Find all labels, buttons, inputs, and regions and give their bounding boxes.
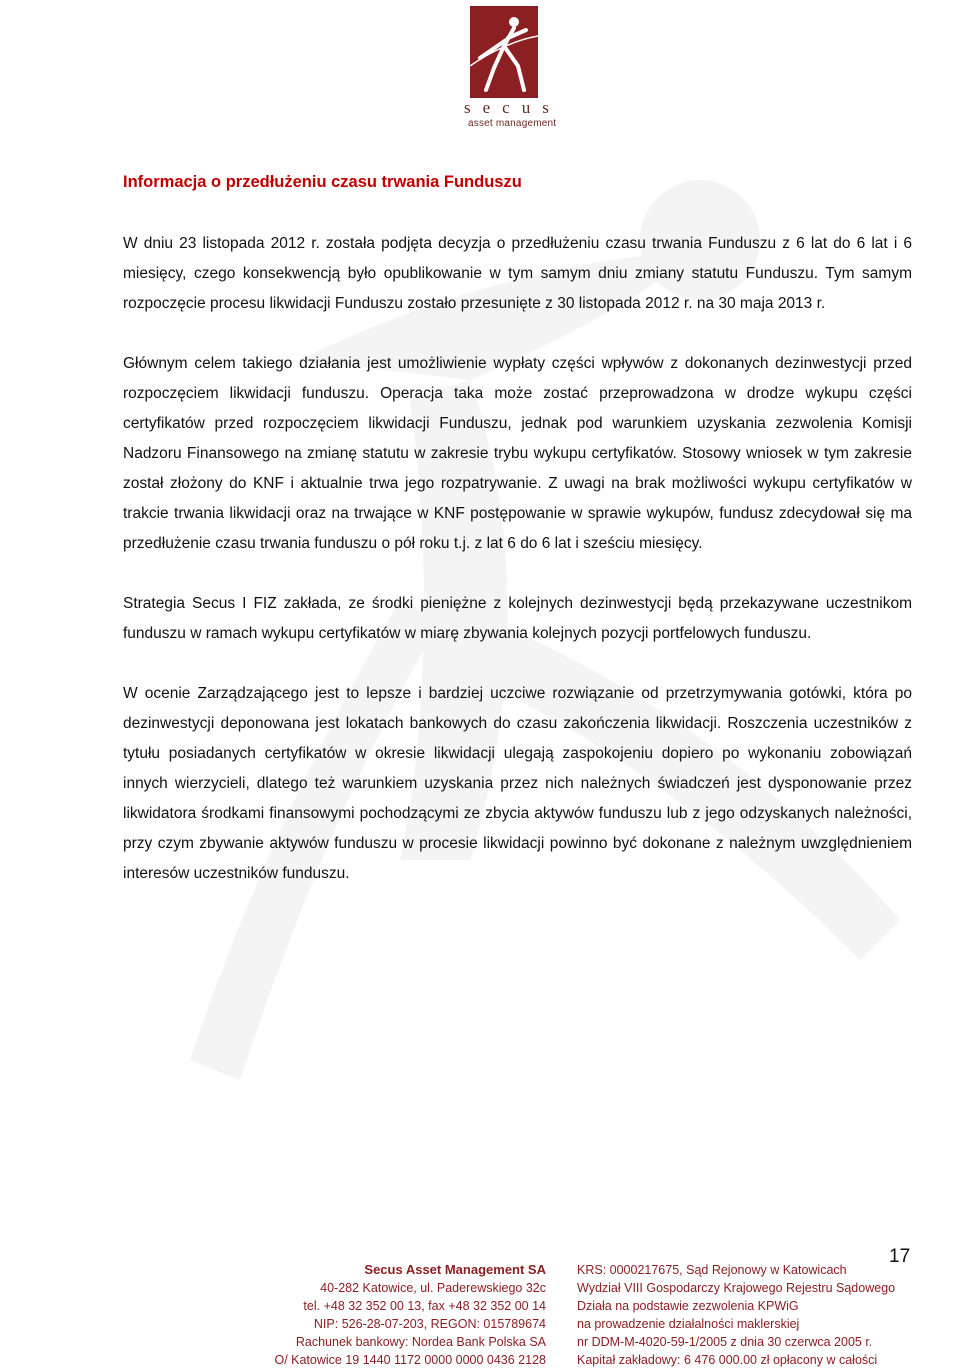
paragraph-extension: W dniu 23 listopada 2012 r. została podjęta decyzja o przedłużeniu czasu trwania Funduszu z 6 lat do 6 lat i 6 miesięcy, czego konsekwencją było opublikowanie w tym samym dniu zmiany statutu Funduszu. Tym samym rozpoczęcie procesu likwidacji Funduszu zostało przesunięte z 30 listopada 2012 r. na 30 maja 2013 r.	[123, 235, 912, 312]
paragraph-main-goal: Głównym celem takiego działania jest umożliwienie wypłaty części wpływów z dokonanych dezinwestycji przed rozpoczęciem likwidacji funduszu. Operacja taka może zostać przeprowadzona w drodze wykupu części certyfikatów przed rozpoczęciem likwidacji Funduszu, jednak pod warunkiem uzyskania zezwolenia Komisji Nadzoru Finansowego na zmianę statutu w zakresie trybu wykupu certyfikatów. Stosowy wniosek w tym zakresie został złożony do KNF i aktualnie trwa jego rozpatrywanie. Z uwagi na brak możliwości wykupu certyfikatów w trakcie trwania likwidacji oraz na trwające w KNF postępowanie w sprawie wykupów, fundusz zdecydował się ma przedłużenie czasu trwania funduszu o pół roku t.j. z lat 6 do 6 lat i sześciu miesięcy.	[123, 355, 912, 552]
logo-wordmark: secus	[464, 98, 561, 117]
paragraph-assessment: W ocenie Zarządzającego jest to lepsze i bardziej uczciwe rozwiązanie od przetrzymywania gotówki, która po dezinwestycji deponowana jest lokatach bankowych do czasu zakończenia likwidacji. Roszczenia uczestników z tytułu posiadanych certyfikatów w okresie likwidacji ulegają zaspokojeniu dopiero po wykonaniu zobowiązań innych wierzycieli, dlatego też warunkiem uzyskania przez nich należnych świadczeń jest dysponowanie przez likwidatora środkami finansowymi pochodzącymi ze zbycia aktywów funduszu lub z jego odzyskanych należności, przy czym zbywanie aktywów funduszu w procesie likwidacji powinno być dokonane z należnym uwzględnieniem interesów uczestników funduszu.	[123, 685, 912, 882]
runner-figure-icon	[470, 6, 538, 98]
section-heading: Informacja o przedłużeniu czasu trwania Funduszu	[123, 173, 522, 191]
footer-court-division: Wydział VIII Gospodarczy Krajowego Rejestru Sądowego	[577, 1281, 896, 1295]
footer-company-name: Secus Asset Management SA	[364, 1262, 546, 1277]
page-number: 17	[889, 1246, 911, 1267]
footer-tax-ids: NIP: 526-28-07-203, REGON: 015789674	[313, 1317, 546, 1331]
footer-company-info	[246, 1261, 546, 1369]
footer-share-capital: Kapitał zakładowy: 6 476 000.00 zł opłacony w całości	[577, 1353, 878, 1367]
footer-bank-account: O/ Katowice 19 1440 1172 0000 0000 0436 2128	[274, 1353, 546, 1367]
footer-krs: KRS: 0000217675, Sąd Rejonowy w Katowicach	[577, 1263, 847, 1277]
company-logo	[440, 6, 580, 130]
paragraph-strategy: Strategia Secus I FIZ zakłada, ze środki pieniężne z kolejnych dezinwestycji będą przekazywane uczestnikom funduszu w ramach wykupu certyfikatów w miarę zbywania kolejnych pozycji portfelowych funduszu.	[123, 595, 912, 642]
footer-permit-scope: na prowadzenie działalności maklerskiej	[577, 1317, 800, 1331]
footer-permit: Działa na podstawie zezwolenia KPWiG	[577, 1299, 799, 1313]
logo-tagline: asset management	[468, 118, 557, 129]
footer-registry-info	[577, 1261, 937, 1369]
footer-address: 40-282 Katowice, ul. Paderewskiego 32c	[320, 1281, 546, 1295]
document-body	[123, 229, 912, 919]
footer-phone: tel. +48 32 352 00 13, fax +48 32 352 00 14	[303, 1299, 546, 1313]
footer-bank-name: Rachunek bankowy: Nordea Bank Polska SA	[295, 1335, 546, 1349]
footer-permit-number: nr DDM-M-4020-59-1/2005 z dnia 30 czerwca 2005 r.	[577, 1335, 873, 1349]
